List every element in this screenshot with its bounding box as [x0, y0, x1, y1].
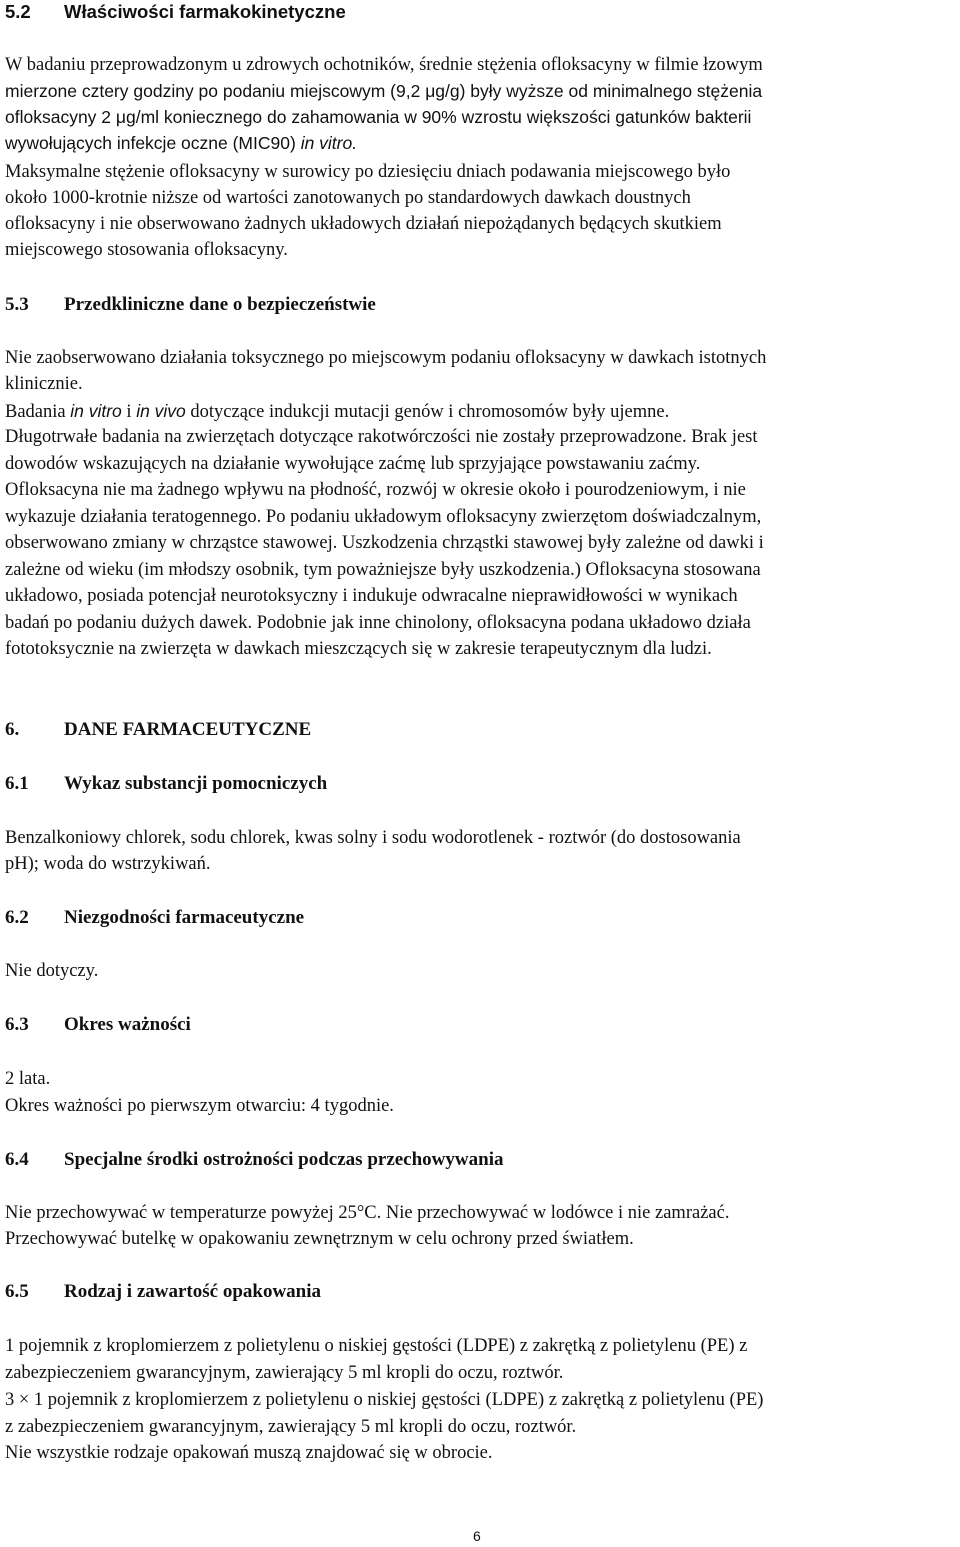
text-span: i	[126, 402, 132, 422]
paragraph-line: Nie zaobserwowano działania toksycznego po miejscowym podaniu ofloksacyny w dawkach istotnych	[5, 348, 767, 368]
paragraph-line: 1 pojemnik z kroplomierzem z polietylenu o niskiej gęstości (LDPE) z zakrętką z polietylenu (PE) z	[5, 1336, 748, 1356]
section-title: Przedkliniczne dane o bezpieczeństwie	[64, 294, 376, 315]
italic-text: in vitro	[70, 401, 122, 421]
paragraph-line: Długotrwałe badania na zwierzętach dotyczące rakotwórczości nie zostały przeprowadzone. Brak jest	[5, 427, 758, 447]
section-6-2-heading	[5, 906, 304, 930]
section-title: Właściwości farmakokinetyczne	[64, 1, 346, 22]
section-6-heading	[5, 718, 311, 742]
paragraph-line: pH); woda do wstrzykiwań.	[5, 854, 211, 874]
paragraph-line: Benzalkoniowy chlorek, sodu chlorek, kwas solny i sodu wodorotlenek - roztwór (do dostosowania	[5, 828, 741, 848]
paragraph-line: Nie wszystkie rodzaje opakowań muszą znajdować się w obrocie.	[5, 1443, 493, 1463]
section-6-3-heading	[5, 1013, 191, 1037]
italic-text: in vitro.	[300, 133, 358, 153]
paragraph-line: dowodów wskazujących na działanie wywołujące zaćmę lub sprzyjające powstawaniu zaćmy.	[5, 454, 701, 474]
section-number: 6.3	[5, 1014, 29, 1035]
paragraph-line: Maksymalne stężenie ofloksacyny w surowicy po dziesięciu dniach podawania miejscowego było	[5, 162, 731, 182]
text-span: Badania	[5, 402, 66, 422]
section-6-5-heading	[5, 1280, 321, 1304]
section-number: 6.4	[5, 1149, 29, 1170]
section-6-1-heading	[5, 772, 327, 796]
section-5-2-heading	[5, 0, 346, 24]
paragraph-line: ofloksacyny 2 μg/ml koniecznego do zahamowania w 90% wzrostu większości gatunków bakterii	[5, 107, 752, 127]
section-number: 5.3	[5, 294, 29, 315]
paragraph-line: fototoksycznie na zwierzęta w dawkach mieszczących się w zakresie terapeutycznym dla ludzi.	[5, 639, 712, 659]
text-span: wywołujących infekcje oczne (MIC90)	[5, 133, 296, 153]
paragraph-line	[5, 131, 357, 155]
paragraph-line: Nie dotyczy.	[5, 961, 99, 981]
paragraph-line: miejscowego stosowania ofloksacyny.	[5, 240, 288, 260]
text-span: dotyczące indukcji mutacji genów i chromosomów były ujemne.	[190, 402, 670, 422]
paragraph-line	[5, 399, 669, 424]
section-title: Wykaz substancji pomocniczych	[64, 773, 328, 794]
paragraph-line: Okres ważności po pierwszym otwarciu: 4 tygodnie.	[5, 1096, 394, 1116]
paragraph-line: Ofloksacyna nie ma żadnego wpływu na płodność, rozwój w okresie około i pourodzeniowym, i nie	[5, 480, 746, 500]
section-6-4-heading	[5, 1148, 503, 1172]
section-title: Rodzaj i zawartość opakowania	[64, 1281, 322, 1302]
section-number: 6.1	[5, 773, 29, 794]
paragraph-line: wykazuje działania teratogennego. Po podaniu układowym ofloksacyny zwierzętom doświadczalnym,	[5, 507, 762, 527]
paragraph-line: ofloksacyny i nie obserwowano żadnych układowych działań niepożądanych będących skutkiem	[5, 214, 722, 234]
section-number: 5.2	[5, 1, 31, 22]
paragraph-line: zależne od wieku (im młodszy osobnik, tym poważniejsze były uszkodzenia.) Ofloksacyna stosowana	[5, 560, 761, 580]
paragraph-line: Nie przechowywać w temperaturze powyżej 25°C. Nie przechowywać w lodówce i nie zamrażać.	[5, 1203, 730, 1223]
page-number: 6	[473, 1528, 481, 1544]
section-number: 6.5	[5, 1281, 29, 1302]
paragraph-line: W badaniu przeprowadzonym u zdrowych ochotników, średnie stężenia ofloksacyny w filmie łzowym	[5, 55, 763, 75]
paragraph-line: 2 lata.	[5, 1069, 51, 1089]
section-title: DANE FARMACEUTYCZNE	[64, 719, 312, 740]
paragraph-line: 3 × 1 pojemnik z kroplomierzem z polietylenu o niskiej gęstości (LDPE) z zakrętką z polietylenu (PE)	[5, 1390, 764, 1410]
section-number: 6.2	[5, 907, 29, 928]
paragraph-line: z zabezpieczeniem gwarancyjnym, zawierający 5 ml kropli do oczu, roztwór.	[5, 1417, 577, 1437]
paragraph-line: zabezpieczeniem gwarancyjnym, zawierający 5 ml kropli do oczu, roztwór.	[5, 1363, 564, 1383]
paragraph-line: mierzone cztery godziny po podaniu miejscowym (9,2 μg/g) były wyższe od minimalnego stężenia	[5, 81, 763, 101]
paragraph-line: obserwowano zmiany w chrząstce stawowej. Uszkodzenia chrząstki stawowej były zależne od dawki i	[5, 533, 764, 553]
paragraph-line: około 1000-krotnie niższe od wartości zanotowanych po standardowych dawkach doustnych	[5, 188, 691, 208]
paragraph-line: klinicznie.	[5, 374, 83, 394]
section-title: Niezgodności farmaceutyczne	[64, 907, 305, 928]
section-title: Specjalne środki ostrożności podczas przechowywania	[64, 1149, 504, 1170]
paragraph-line: Przechowywać butelkę w opakowaniu zewnętrznym w celu ochrony przed światłem.	[5, 1229, 634, 1249]
section-5-3-heading	[5, 293, 376, 317]
paragraph-line: układowo, posiada potencjał neurotoksyczny i indukuje odwracalne nieprawidłowości w wynikach	[5, 586, 738, 606]
paragraph-line: badań po podaniu dużych dawek. Podobnie jak inne chinolony, ofloksacyna podana układowo działa	[5, 613, 751, 633]
section-title: Okres ważności	[64, 1014, 191, 1035]
section-number: 6.	[5, 719, 20, 740]
italic-text: in vivo	[136, 401, 186, 421]
